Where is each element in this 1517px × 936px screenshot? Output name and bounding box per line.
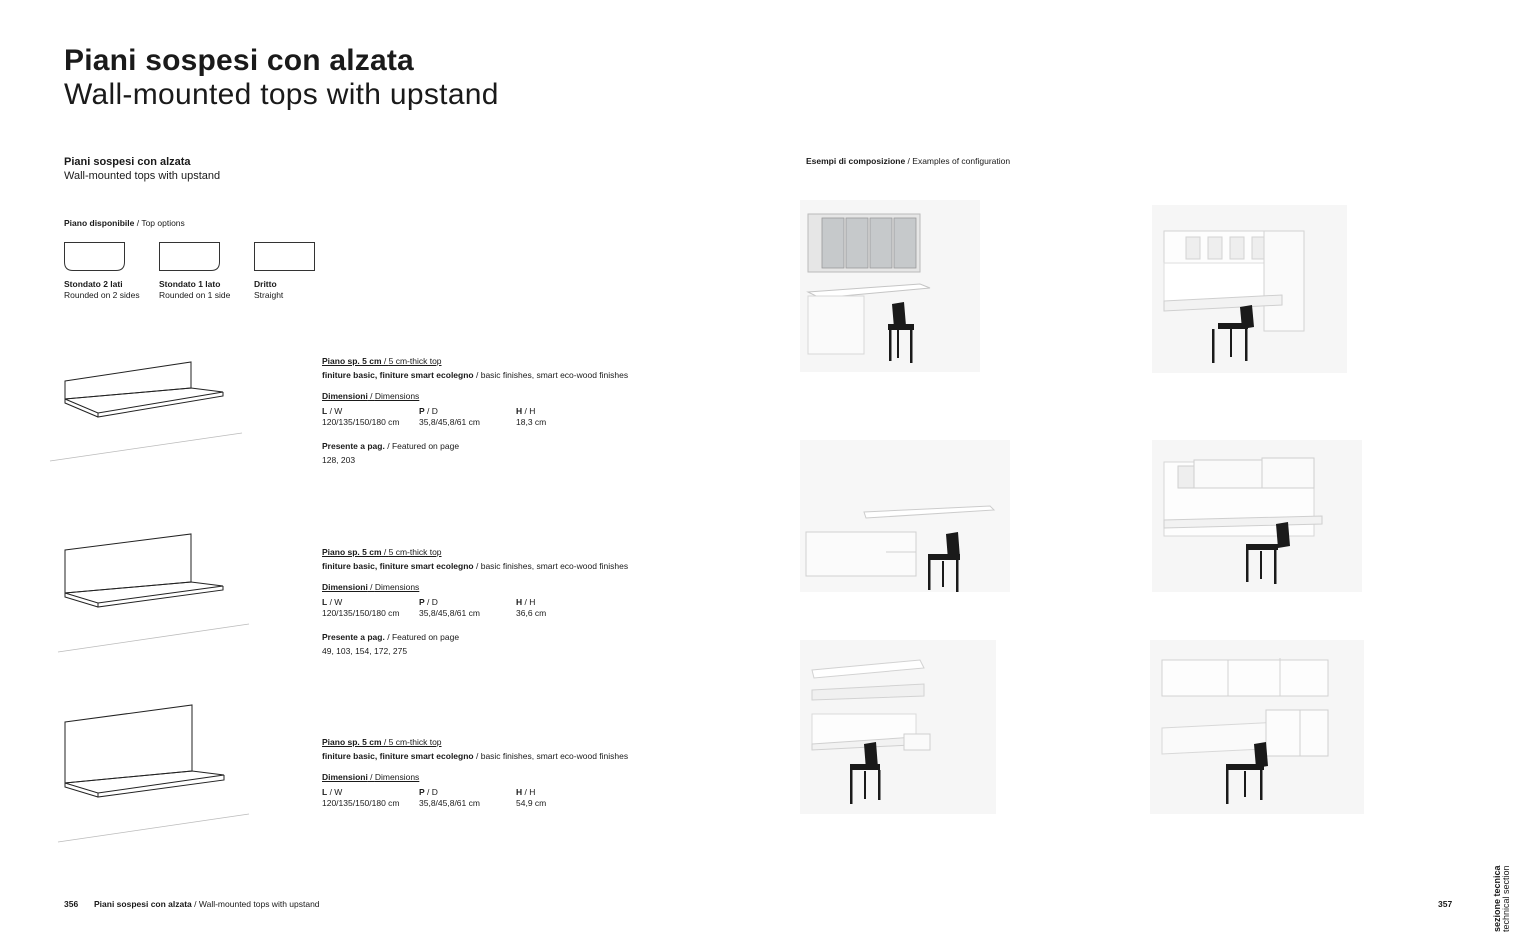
section-title-en: Wall-mounted tops with upstand <box>64 170 221 182</box>
width-value: 120/135/150/180 cm <box>322 417 400 427</box>
product-spec-1: Piano sp. 5 cm / 5 cm-thick top finiture basic, finiture smart ecolegno / basic finishes, smart eco-wood finishes Dimensioni / Dimensions L / W 120/135/150/180 cm P / D 35,8/45,8/61 cm H / H 18,3 cm Presente a pag. / Featured on page 128, 203 <box>322 356 629 465</box>
depth-value: 35,8/45,8/61 cm <box>419 798 480 808</box>
rounded-2-sides-icon <box>64 242 126 271</box>
dimensions-it: Dimensioni <box>322 772 368 782</box>
separator: / <box>367 582 375 592</box>
height-value: 54,9 cm <box>516 798 547 808</box>
top-options-label-en: Top options <box>141 218 185 228</box>
page-title-it: Piani sospesi con alzata <box>64 44 414 77</box>
example-image-4 <box>1152 440 1362 592</box>
featured-pages: 49, 103, 154, 172, 275 <box>322 646 408 656</box>
page-number-right: 357 <box>1438 899 1453 909</box>
product-drawing-1 <box>48 355 248 465</box>
example-image-5 <box>800 640 996 814</box>
dimensions-it: Dimensioni <box>322 582 368 592</box>
finishes-en: basic finishes, smart eco-wood finishes <box>480 370 629 380</box>
option-name-it: Stondato 1 lato <box>159 279 221 289</box>
examples-label: Esempi di composizione / Examples of configuration <box>806 156 1011 166</box>
width-value: 120/135/150/180 cm <box>322 798 400 808</box>
footer-title-en: Wall-mounted tops with upstand <box>198 899 320 909</box>
finishes-it: finiture basic, finiture smart ecolegno <box>322 751 474 761</box>
rounded-1-side-icon <box>159 242 221 271</box>
option-rounded-2-sides <box>64 279 159 301</box>
top-options-label-it: Piano disponibile <box>64 218 135 228</box>
example-image-3 <box>800 440 1010 592</box>
dimensions-table: L / W 120/135/150/180 cm P / D 35,8/45,8/61 cm H / H 36,6 cm <box>322 597 628 619</box>
option-name-en: Rounded on 1 side <box>159 290 231 300</box>
section-tab-en: technical section <box>1501 865 1511 932</box>
footer-title-it: Piani sospesi con alzata <box>94 899 192 909</box>
section-title-it: Piani sospesi con alzata <box>64 156 191 168</box>
page-number-left: 356 <box>64 899 79 909</box>
separator: / <box>381 737 389 747</box>
top-options-label <box>64 218 185 229</box>
depth-value: 35,8/45,8/61 cm <box>419 417 480 427</box>
width-value: 120/135/150/180 cm <box>322 608 400 618</box>
option-name-en: Straight <box>254 290 284 300</box>
dimensions-table: L / W 120/135/150/180 cm P / D 35,8/45,8/61 cm H / H 54,9 cm <box>322 787 628 809</box>
thickness-it: Piano sp. 5 cm <box>322 547 382 557</box>
section-tab-it: sezione tecnica <box>1492 865 1502 932</box>
height-value: 18,3 cm <box>516 417 547 427</box>
separator: / <box>134 218 142 228</box>
dimensions-table: L / W 120/135/150/180 cm P / D 35,8/45,8/61 cm H / H 18,3 cm <box>322 406 628 428</box>
product-drawing-2 <box>55 530 255 656</box>
separator: / <box>367 772 375 782</box>
option-rounded-1-side <box>159 279 254 301</box>
option-name-it: Stondato 2 lati <box>64 279 123 289</box>
featured-en: Featured on page <box>391 632 460 642</box>
thickness-it: Piano sp. 5 cm <box>322 356 382 366</box>
examples-label-en: Examples of configuration <box>912 156 1011 166</box>
thickness-it: Piano sp. 5 cm <box>322 737 382 747</box>
option-straight <box>254 279 349 301</box>
dimensions-en: Dimensions <box>374 391 420 401</box>
dimensions-it: Dimensioni <box>322 391 368 401</box>
footer-title: Piani sospesi con alzata / Wall-mounted tops with upstand <box>94 899 320 909</box>
product-spec-3 <box>322 737 628 809</box>
finishes-en: basic finishes, smart eco-wood finishes <box>480 561 629 571</box>
featured-pages: 128, 203 <box>322 455 356 465</box>
depth-value: 35,8/45,8/61 cm <box>419 608 480 618</box>
finishes-it: finiture basic, finiture smart ecolegno <box>322 561 474 571</box>
option-name-it: Dritto <box>254 279 277 289</box>
examples-label-it: Esempi di composizione <box>806 156 906 166</box>
separator: / <box>473 561 481 571</box>
thickness-en: 5 cm-thick top <box>388 356 442 366</box>
height-value: 36,6 cm <box>516 608 547 618</box>
example-image-6 <box>1150 640 1364 814</box>
separator: / <box>381 356 389 366</box>
section-tab <box>1493 865 1511 932</box>
separator: / <box>367 391 375 401</box>
featured-it: Presente a pag. <box>322 632 385 642</box>
option-name-en: Rounded on 2 sides <box>64 290 140 300</box>
thickness-en: 5 cm-thick top <box>388 737 442 747</box>
separator: / <box>473 370 481 380</box>
straight-icon <box>254 242 316 271</box>
separator: / <box>473 751 481 761</box>
featured-en: Featured on page <box>391 441 460 451</box>
featured-it: Presente a pag. <box>322 441 385 451</box>
thickness-en: 5 cm-thick top <box>388 547 442 557</box>
dimensions-en: Dimensions <box>374 772 420 782</box>
finishes-it: finiture basic, finiture smart ecolegno <box>322 370 474 380</box>
product-drawing-3 <box>55 700 255 848</box>
example-image-1 <box>800 200 980 372</box>
finishes-en: basic finishes, smart eco-wood finishes <box>480 751 629 761</box>
example-image-2 <box>1152 205 1347 373</box>
separator: / <box>381 547 389 557</box>
dimensions-en: Dimensions <box>374 582 420 592</box>
product-spec-2: Piano sp. 5 cm / 5 cm-thick top finiture basic, finiture smart ecolegno / basic finishes, smart eco-wood finishes Dimensioni / Dimensions L / W 120/135/150/180 cm P / D 35,8/45,8/61 cm H / H 36,6 cm Presente a pag. / Featured on page 49, 103, 154, 172, 275 <box>322 547 629 656</box>
page-title-en: Wall-mounted tops with upstand <box>64 78 499 111</box>
